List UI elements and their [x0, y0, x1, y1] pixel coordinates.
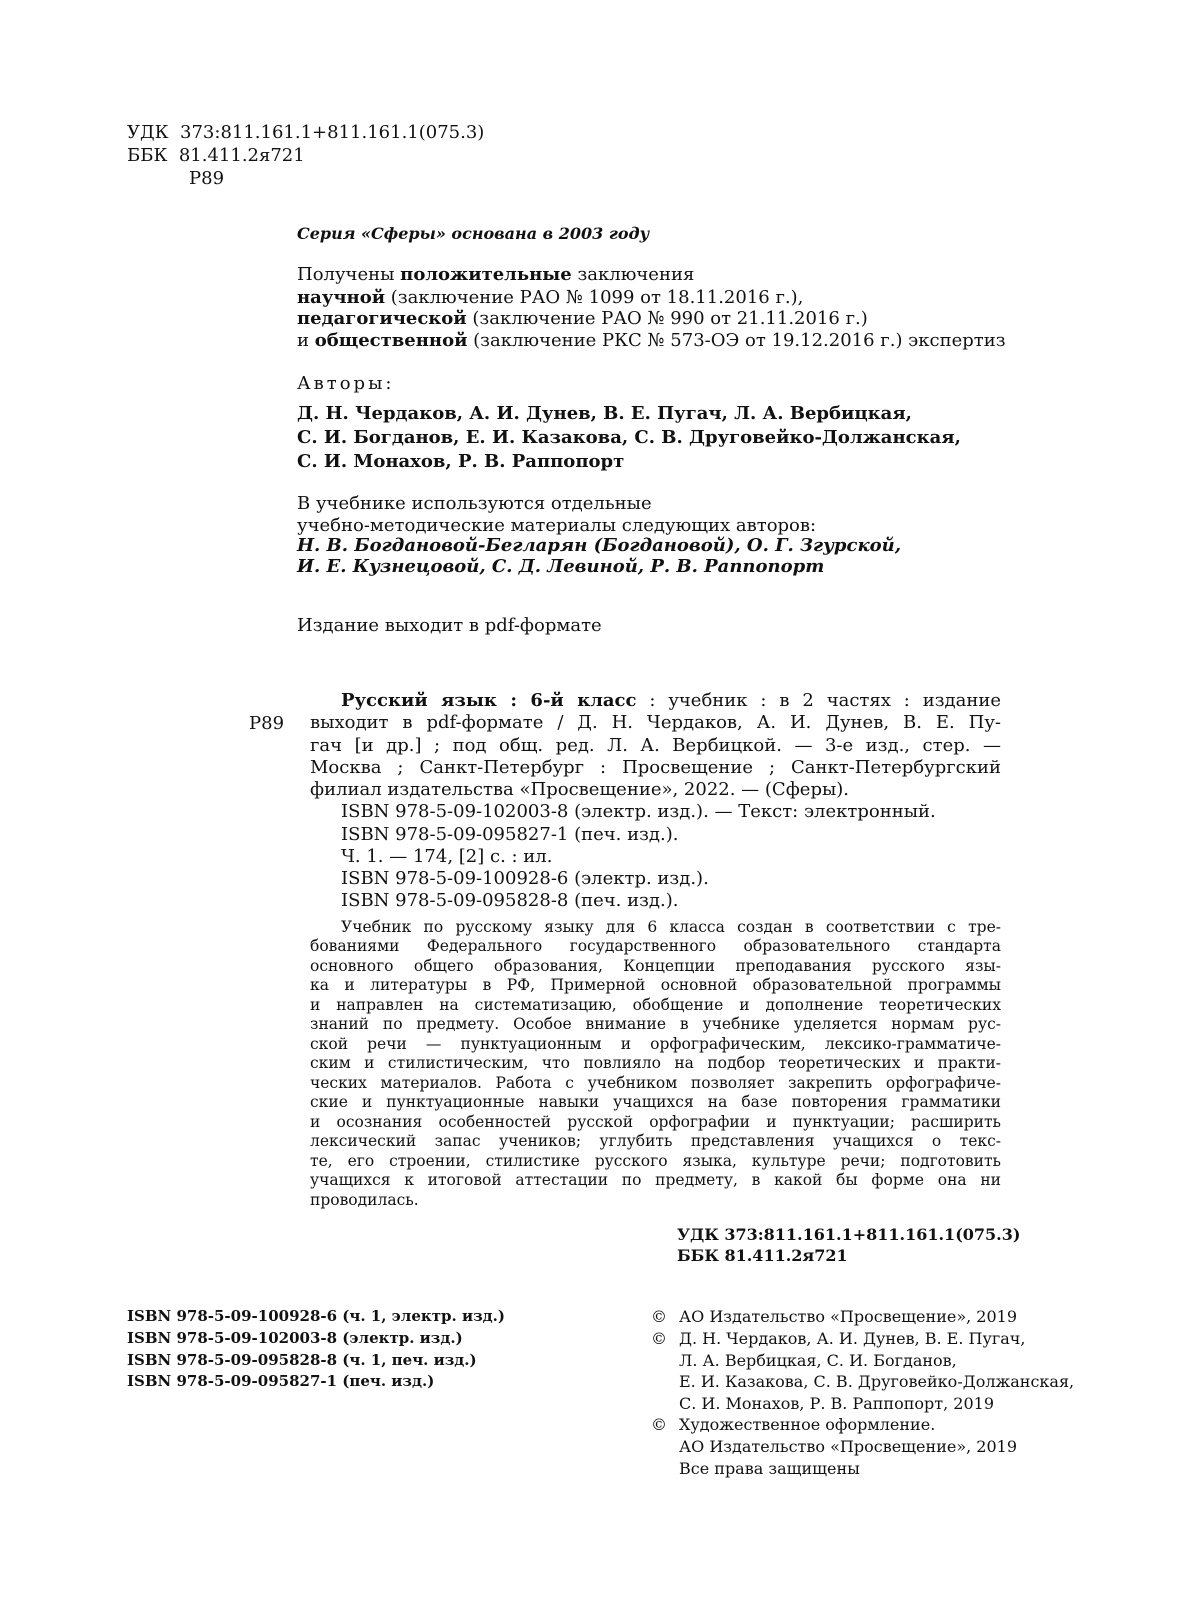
annotation-line-7: ской речи — пунктуационным и орфографическим, лексико-грамматиче-	[310, 1035, 1001, 1053]
annotation-line-5: и направлен на систематизацию, обобщение и дополнение теоретических	[310, 996, 1001, 1014]
annotation-line-4: ка и литературы в РФ, Примерной основной образовательной программы	[310, 976, 1001, 994]
authors-line-3: С. И. Монахов, Р. В. Раппопорт	[297, 451, 625, 472]
annotation-line-9: ческих материалов. Работа с учебником позволяет закрепить орфографиче-	[310, 1074, 1001, 1092]
copyright-symbol-3: ©	[651, 1415, 667, 1434]
authors-heading: Авторы:	[297, 373, 395, 394]
annotation-line-8: ским и стилистическим, что повлияло на подбор теоретических и практи-	[310, 1054, 1001, 1072]
annotation-line-15: проводилась.	[310, 1191, 419, 1209]
reviews-line-4: и общественной (заключение РКС № 573-ОЭ от 19.12.2016 г.) экспертиз	[297, 330, 1006, 351]
catalog-line-1: выходит в pdf-формате / Д. Н. Чердаков, А. И. Дунев, В. Е. Пу-	[310, 712, 1001, 733]
bbk-line: ББК 81.411.2я721	[127, 145, 305, 166]
annotation-line-2: бованиями Федерального государственного образовательного стандарта	[310, 937, 1001, 955]
card-udk: УДК 373:811.161.1+811.161.1(075.3)	[677, 1225, 1021, 1244]
copyright-line-5: С. И. Монахов, Р. В. Раппопорт, 2019	[679, 1394, 995, 1413]
reviews-line-1: Получены положительные заключения	[297, 264, 695, 285]
annotation-line-1: Учебник по русскому языку для 6 класса создан в соответствии с тре-	[341, 918, 1001, 936]
authors-line-1: Д. Н. Чердаков, А. И. Дунев, В. Е. Пугач, Л. А. Вербицкая,	[297, 403, 912, 424]
annotation-line-12: лексический запас учеников; углубить представления учащихся о текс-	[310, 1132, 1001, 1150]
series-note: Серия «Сферы» основана в 2003 году	[297, 224, 650, 243]
isbn-item-4: ISBN 978-5-09-095827-1 (печ. изд.)	[127, 1372, 435, 1390]
catalog-mark: Р89	[249, 713, 285, 734]
catalog-title-line: Русский язык : 6-й класс : учебник : в 2 частях : издание	[341, 690, 1001, 711]
isbn-item-2: ISBN 978-5-09-102003-8 (электр. изд.)	[127, 1329, 463, 1347]
catalog-isbn-2: ISBN 978-5-09-095827-1 (печ. изд.).	[341, 824, 679, 845]
copyright-line-7: АО Издательство «Просвещение», 2019	[679, 1437, 1017, 1456]
annotation-line-3: основного общего образования, Концепции преподавания русского язы-	[310, 957, 1001, 975]
annotation-line-10: ские и пунктуационные навыки учащихся на базе повторения грамматики	[310, 1093, 1001, 1111]
reviews-line-2: научной (заключение РАО № 1099 от 18.11.2016 г.),	[297, 287, 804, 308]
materials-line-2: учебно-методические материалы следующих авторов:	[297, 515, 817, 536]
materials-line-1: В учебнике используются отдельные	[297, 493, 652, 514]
catalog-isbn-4: ISBN 978-5-09-100928-6 (электр. изд.).	[341, 868, 709, 889]
isbn-item-3: ISBN 978-5-09-095828-8 (ч. 1, печ. изд.)	[127, 1351, 477, 1369]
copyright-symbol-2: ©	[651, 1329, 667, 1348]
authors-line-2: С. И. Богданов, Е. И. Казакова, С. В. Друговейко-Должанская,	[297, 427, 961, 448]
copyright-symbol-1: ©	[651, 1307, 667, 1326]
udk-line: УДК 373:811.161.1+811.161.1(075.3)	[127, 122, 485, 143]
copyright-line-2: Д. Н. Чердаков, А. И. Дунев, В. Е. Пугач,	[679, 1329, 1026, 1348]
catalog-isbn-5: ISBN 978-5-09-095828-8 (печ. изд.).	[341, 890, 679, 911]
copyright-line-3: Л. А. Вербицкая, С. И. Богданов,	[679, 1351, 957, 1370]
copyright-line-1: АО Издательство «Просвещение», 2019	[679, 1307, 1017, 1326]
pdf-note: Издание выходит в pdf-формате	[297, 615, 602, 636]
materials-names-2: И. Е. Кузнецовой, С. Д. Левиной, Р. В. Раппопорт	[297, 556, 825, 577]
materials-names-1: Н. В. Богдановой-Бегларян (Богдановой), О. Г. Згурской,	[297, 535, 902, 556]
isbn-item-1: ISBN 978-5-09-100928-6 (ч. 1, электр. изд.)	[127, 1307, 505, 1325]
copyright-line-4: Е. И. Казакова, С. В. Друговейко-Должанская,	[679, 1372, 1075, 1391]
annotation-line-13: те, его строении, стилистике русского языка, культуре речи; подготовить	[310, 1152, 1001, 1170]
catalog-line-4: филиал издательства «Просвещение», 2022. — (Сферы).	[310, 779, 850, 800]
copyright-line-8: Все права защищены	[679, 1459, 860, 1478]
catalog-isbn-1: ISBN 978-5-09-102003-8 (электр. изд.). — Текст: электронный.	[341, 801, 936, 822]
author-mark: Р89	[189, 168, 225, 189]
catalog-line-2: гач [и др.] ; под общ. ред. Л. А. Вербицкой. — 3-е изд., стер. —	[310, 735, 1001, 756]
annotation-line-6: знаний по предмету. Особое внимание в учебнике уделяется нормам рус-	[310, 1015, 1001, 1033]
annotation-line-14: учащихся к итоговой аттестации по предмету, в какой бы форме она ни	[310, 1171, 1001, 1189]
annotation-line-11: и осознания особенностей русской орфографии и пунктуации; расширить	[310, 1113, 1001, 1131]
catalog-isbn-3: Ч. 1. — 174, [2] с. : ил.	[341, 846, 553, 867]
catalog-line-3: Москва ; Санкт-Петербург : Просвещение ; Санкт-Петербургский	[310, 757, 1001, 778]
card-bbk: ББК 81.411.2я721	[677, 1246, 848, 1265]
copyright-line-6: Художественное оформление.	[679, 1415, 936, 1434]
reviews-line-3: педагогической (заключение РАО № 990 от 21.11.2016 г.)	[297, 308, 868, 329]
